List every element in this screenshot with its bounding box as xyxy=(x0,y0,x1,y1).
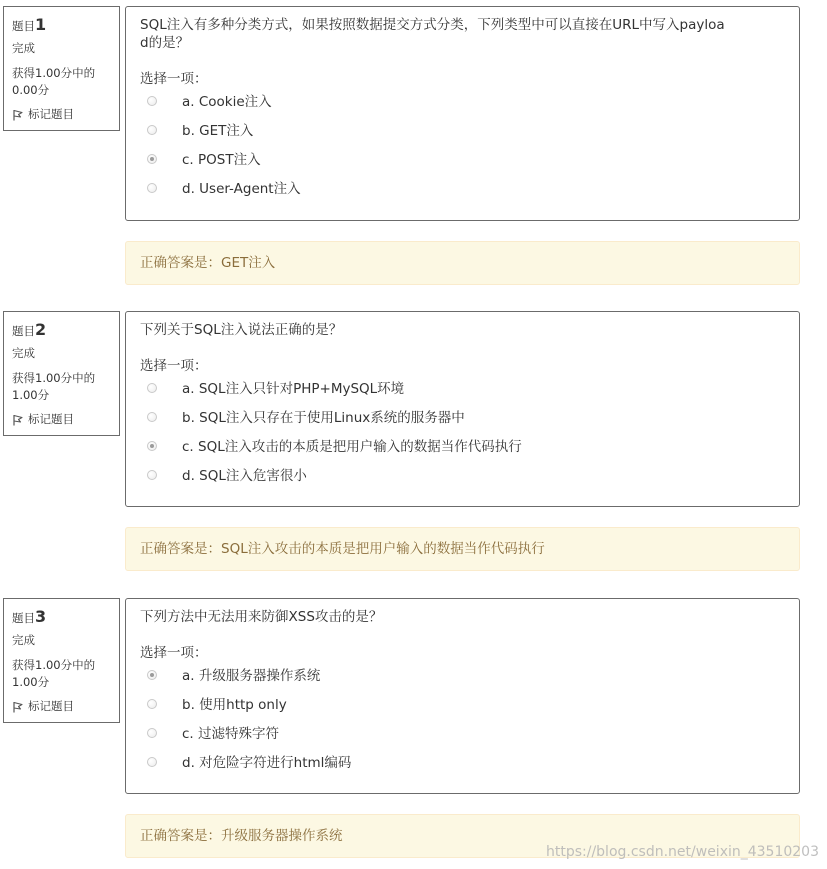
answer-option[interactable] xyxy=(140,178,785,207)
watermark: https://blog.csdn.net/weixin_43510203 xyxy=(545,844,819,860)
radio-button[interactable] xyxy=(147,757,157,767)
flag-label: 标记题目 xyxy=(28,699,74,713)
answer-option-label: b. SQL注入只存在于使用Linux系统的服务器中 xyxy=(182,410,465,426)
answer-option-label: a. SQL注入只针对PHP+MySQL环境 xyxy=(182,381,405,397)
answer-option[interactable] xyxy=(140,149,785,178)
question-info xyxy=(3,311,120,436)
question-label: 题目 xyxy=(12,19,35,33)
question-text: 下列方法中无法用来防御XSS攻击的是？ xyxy=(140,609,383,625)
question-state: 完成 xyxy=(12,346,35,360)
question-grade: 获得1.00分中的1.00分 xyxy=(12,658,96,689)
flag-label: 标记题目 xyxy=(28,412,74,426)
flag-icon xyxy=(12,412,28,426)
question-info xyxy=(3,598,120,723)
correct-answer-feedback: 正确答案是：SQL注入攻击的本质是把用户输入的数据当作代码执行 xyxy=(125,527,800,571)
answer-option-label: a. Cookie注入 xyxy=(182,94,272,110)
flag-icon xyxy=(12,699,28,713)
answer-option[interactable] xyxy=(140,752,785,781)
answer-option-label: b. GET注入 xyxy=(182,123,254,139)
answer-options xyxy=(140,91,785,207)
radio-button[interactable] xyxy=(147,183,157,193)
radio-button[interactable] xyxy=(147,383,157,393)
question-number: 2 xyxy=(35,320,47,339)
question-label: 题目 xyxy=(12,611,35,625)
correct-answer-feedback: 正确答案是：GET注入 xyxy=(125,241,800,285)
radio-button[interactable] xyxy=(147,699,157,709)
answer-prompt: 选择一项： xyxy=(140,645,208,661)
answer-options xyxy=(140,378,785,494)
answer-option[interactable] xyxy=(140,120,785,149)
correct-answer-feedback: 正确答案是：升级服务器操作系统 xyxy=(125,814,800,858)
answer-option-label: d. User-Agent注入 xyxy=(182,181,301,197)
question-number-row xyxy=(12,320,111,340)
answer-option-label: d. SQL注入危害很小 xyxy=(182,468,307,484)
question-content xyxy=(125,598,800,794)
answer-option[interactable] xyxy=(140,378,785,407)
radio-button[interactable] xyxy=(147,412,157,422)
question-text: SQL注入有多种分类方式，如果按照数据提交方式分类，下列类型中可以直接在URL中写入payload的是？ xyxy=(140,17,725,51)
flag-label: 标记题目 xyxy=(28,107,74,121)
flag-question-link[interactable] xyxy=(12,410,111,428)
question-grade: 获得1.00分中的0.00分 xyxy=(12,66,96,97)
answer-option[interactable] xyxy=(140,436,785,465)
answer-prompt: 选择一项： xyxy=(140,71,208,87)
question-number: 1 xyxy=(35,15,47,34)
radio-button[interactable] xyxy=(147,125,157,135)
question-number-row xyxy=(12,15,111,35)
answer-option-label: d. 对危险字符进行html编码 xyxy=(182,755,352,771)
answer-option-label: c. POST注入 xyxy=(182,152,261,168)
question-grade: 获得1.00分中的1.00分 xyxy=(12,371,96,402)
radio-button[interactable] xyxy=(147,470,157,480)
flag-question-link[interactable] xyxy=(12,105,111,123)
question-number-row xyxy=(12,607,111,627)
question-state: 完成 xyxy=(12,633,35,647)
flag-question-link[interactable] xyxy=(12,697,111,715)
question-state: 完成 xyxy=(12,41,35,55)
radio-button[interactable] xyxy=(147,728,157,738)
answer-option-label: b. 使用http only xyxy=(182,697,287,713)
answer-option-label: a. 升级服务器操作系统 xyxy=(182,668,321,684)
question-info xyxy=(3,6,120,131)
question-number: 3 xyxy=(35,607,47,626)
radio-button[interactable] xyxy=(147,96,157,106)
answer-option[interactable] xyxy=(140,465,785,494)
answer-options xyxy=(140,665,785,781)
answer-option-label: c. SQL注入攻击的本质是把用户输入的数据当作代码执行 xyxy=(182,439,522,455)
answer-option[interactable] xyxy=(140,723,785,752)
answer-option[interactable] xyxy=(140,407,785,436)
radio-button[interactable] xyxy=(147,441,157,451)
radio-button[interactable] xyxy=(147,154,157,164)
answer-option[interactable] xyxy=(140,694,785,723)
radio-button[interactable] xyxy=(147,670,157,680)
question-label: 题目 xyxy=(12,324,35,338)
question-content xyxy=(125,6,800,221)
question-text: 下列关于SQL注入说法正确的是？ xyxy=(140,322,343,338)
answer-option[interactable] xyxy=(140,91,785,120)
question-content xyxy=(125,311,800,507)
answer-option[interactable] xyxy=(140,665,785,694)
answer-prompt: 选择一项： xyxy=(140,358,208,374)
answer-option-label: c. 过滤特殊字符 xyxy=(182,726,280,742)
flag-icon xyxy=(12,107,28,121)
